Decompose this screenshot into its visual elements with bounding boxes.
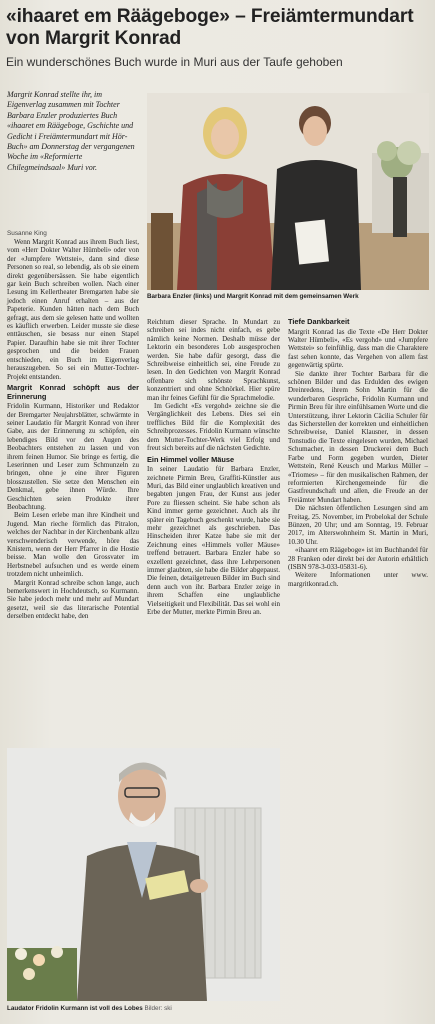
article-subheadline: Ein wunderschönes Buch wurde in Muri aus der Taufe gehoben xyxy=(6,55,343,69)
paragraph: In seiner Laudatio für Barbara Enzler, zeichnete Pirmin Breu, Graffiti-Künstler aus Muri, das Bild einer unglaublich kreativen und begabten jungen Frau, der Kunst aus jeder Pore zu fliessen scheint. Sie habe schon als Kind immer gerne gezeichnet. Auch als ihr später ein Tagebuch geschenkt wurde, habe sie mehr gezeichnet als geschrieben. Das Hinscheiden ihrer Katze habe sie mit der Zeichnung eines «Himmels voller Mäuse» treffend betrauert. Barbara Enzler habe so exzellent gezeichnet, dass ihre Lehrpersonen immer glaubten, sie habe die Bilder abgepaust. Die feinen, detailgetreuen Bilder im Buch sind denn auch von ihr. Barbara Enzler zeige in ihrem Schaffen eine unglaubliche Vielseitigkeit und Flexibilität. Das sei wohl ein Erbe der Mutter, merkte Pirmin Breu an. xyxy=(147,465,280,616)
paragraph: Margrit Konrad las die Texte «De Herr Dokter Walter Hümbeli», «Es vergohd» und «Jumpfere Wettstei» so feinfühlig, dass man die Charaktere fast sehen konnte, das Vergehen von allem fast gegenwärtig spürte. xyxy=(288,327,428,370)
paragraph: Margrit Konrad schreibe schon lange, auch bemerkenswert in Hochdeutsch, so Kurmann. Sie habe jedoch mehr und mehr auf Mundart gesetzt, weil sie das literarische Potential derselben entdeckt habe, den xyxy=(7,578,139,621)
article-column-1 xyxy=(7,238,139,621)
article-lead: Margrit Konrad stellte ihr, im Eigenverlag zusammen mit Tochter Barbara Enzler produziertes Buch «ihaaret em Räägeboge, Gschichte und Gedicht i Freiämtermundart mit Hör-Buch» am Donnerstag der vergangenen Woche im «Reformierte Chilegmeindsaal» Muri vor. xyxy=(7,90,135,172)
photo-authors-caption: Barbara Enzler (links) und Margrit Konrad mit dem gemeinsamen Werk xyxy=(147,293,359,300)
paragraph: Im Gedicht «Es vergohd» zeichne sie die Vergänglichkeit des Lebens. Dies sei ein treffliches Bild für die Komplexität des Schreibprozesses. Fridolin Kurmann wünschte dem Mutter-Tochter-Werk viel Erfolg und freut sich bereits auf die nächsten Gedichte. xyxy=(147,402,280,453)
paragraph: Sie dankte ihrer Tochter Barbara für die schönen Bilder und das Erdulden des ewigen Dreinredens, ihrem Sohn Martin für die wunderbaren Gespräche, Fridolin Kurmann und Pirmin Breu für ihre einfühlsamen Worte und die Unterstützung, ihrer Lektorin Cäcilia Schuler für das Sicherstellen der korrekten und einheitlichen Schreibweise, Daniel Klausner, in dessen Tonstudio die Texte eingelesen wurden, Michael Schumacher, in dessen Druckerei dem Buch Farbe und Form gegeben wurden, Dieter Wettstein, René Keusch und Markus Müller – «Triomes» – für den musikalischen Rahmen, der reformierten Kirchengemeinde für die Gastfreundschaft und allen, die Freude an der Freiämter Mundart haben. xyxy=(288,369,428,504)
photo-authors xyxy=(147,93,429,290)
photo-authors-image xyxy=(147,93,429,290)
photo-laudator-caption-text: Laudator Fridolin Kurmann ist voll des Lobes xyxy=(7,1005,143,1012)
section-heading: Ein Himmel voller Mäuse xyxy=(147,454,235,464)
article-headline: «ihaaret em Räägeboge» – Freiämtermundart von Margrit Konrad xyxy=(6,6,414,49)
paragraph: «ihaaret em Räägeboge» ist im Buchhandel für 28 Franken oder direkt bei der Autorin erhältlich (ISBN 978-3-033-05831-6). xyxy=(288,546,428,571)
article-column-3 xyxy=(288,318,428,588)
article-author: Susanne King xyxy=(7,230,47,237)
photo-laudator xyxy=(7,748,280,1001)
photo-laudator-image xyxy=(7,748,280,1001)
paragraph: Die nächsten öffentlichen Lesungen sind am Freitag, 25. November, im Probelokal der Schule Bünzen, 20 Uhr; und am Sonntag, 19. Februar 2017, im Alterswohnheim St. Martin in Muri, 10.30 Uhr. xyxy=(288,504,428,546)
section-heading: Tiefe Dankbarkeit xyxy=(288,317,350,326)
photo-laudator-caption xyxy=(7,1005,280,1012)
section-heading: Margrit Konrad schöpft aus der Erinnerung xyxy=(7,382,139,401)
paragraph: Beim Lesen erlebe man ihre Kindheit und Jugend. Man rieche förmlich das Pitralon, welches der Nachbar in der Kirchenbank allzu verschwenderisch verwende, höre das Knistern, wenn der Herr Pfarrer in die Hostie beisse. Man wolle den Grossvater im Herbstnebel aufsuchen und es werde einem trotzdem nicht unheimlich. xyxy=(7,511,139,579)
paragraph: Reichtum dieser Sprache. In Mundart zu schreiben sei indes nicht einfach, es gebe nämlich keine Normen. Deshalb müsse der Lektorin ein besonderes Lob ausgesprochen werden. Sie habe dafür gesorgt, dass die Schreibweise einheitlich sei, eine Freude zu lesen. In den Gedichten von Margrit Konrad offenbare sich schönste Sprachkunst, konzentriert und ohne Schnörkel. Hier spüre man ihr feines Gefühl für die Sprachmelodie. xyxy=(147,318,280,402)
photo-credit: Bilder: ski xyxy=(144,1005,172,1012)
paragraph: Weitere Informationen unter www. margritkonrad.ch. xyxy=(288,571,428,588)
paragraph: Wenn Margrit Konrad aus ihrem Buch liest, vom «Herr Dokter Walter Hümbeli» oder von der «Jumpfere Wettstei», dann sind diese Personen so real, so lebendig, als ob sie einem direkt gegenübersässen. Sie habe eigentlich gar kein Buch schreiben wollen. Nach einer Lesung im Kellertheater Bremgarten habe sie jedoch einen Anruf erhalten – aus der Papeterie. Kunden hätten nach dem Buch gefragt, aus dem sie gelesen hatte und wollten es käuflich erwerben. Leider musste sie diese enttäuschen, sie besass nur einen Stapel Papier. Daraufhin habe sie mit ihrer Tochter gesprochen und die beiden Frauen entschieden, ein Buch im Eigenverlag herauszugeben. So sei ein Mutter-Tochter-Projekt entstanden. xyxy=(7,238,139,381)
article-column-2 xyxy=(147,318,280,616)
paragraph: Fridolin Kurmann, Historiker und Redaktor der Bremgarter Neujahrsblätter, schwärmte in seiner Laudatio für Margrit Konrad von ihrer Gabe, aus der Erinnerung zu schöpfen, ein lebendiges Bild vor den Augen des Beobachters entstehen zu lassen und von ihrem feinen Humor. Sie bringe es fertig, die Leserinnen und Leser zum Schmunzeln zu bringen, ohne je eine ihrer Figuren blosszustellen. Sie setze den Menschen ein Denkmal, gebe ihnen Würde. Ihre Geschichten seien Produkte ihrer Beobachtung. xyxy=(7,402,139,511)
